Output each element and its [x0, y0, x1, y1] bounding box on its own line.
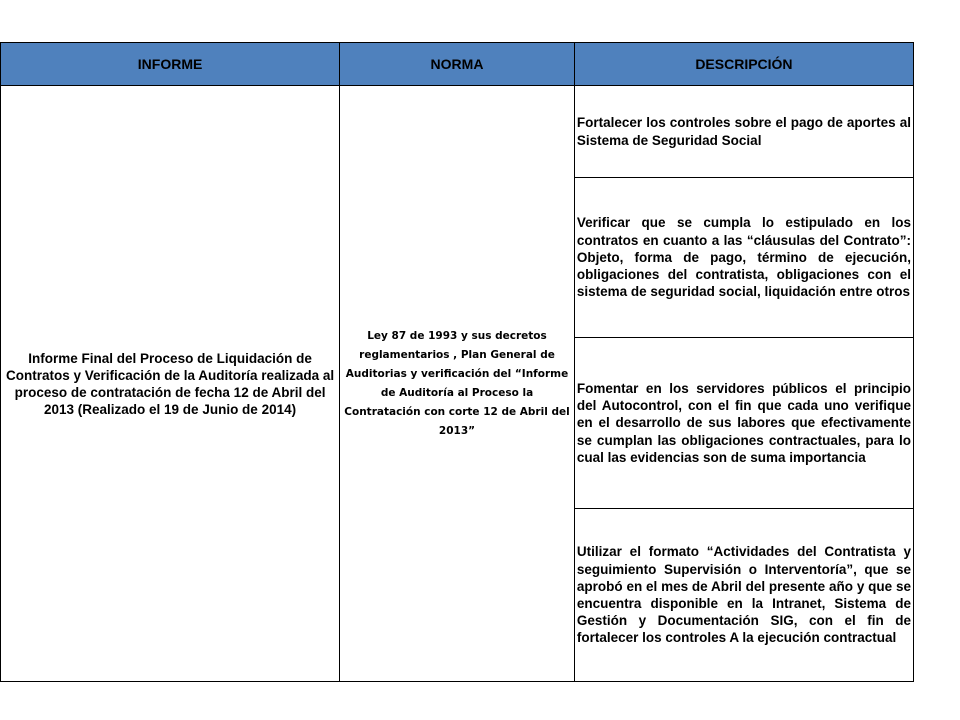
header-descripcion: DESCRIPCIÓN: [574, 43, 913, 86]
header-informe: INFORME: [1, 43, 340, 86]
header-norma: NORMA: [340, 43, 575, 86]
descripcion-cell: Fomentar en los servidores públicos el principio del Autocontrol, con el fin que cada uno verifique en el desarrollo de sus labores que efectivamente se cumplan las obligaciones contractuales, para lo cual las evidencias son de suma importancia: [574, 338, 913, 509]
table-header: [1, 43, 914, 86]
informe-cell: Informe Final del Proceso de Liquidación de Contratos y Verificación de la Auditoría realizada al proceso de contratación de fecha 12 de Abril del 2013 (Realizado el 19 de Junio de 2014): [1, 86, 340, 682]
norma-cell: Ley 87 de 1993 y sus decretos reglamentarios , Plan General de Auditorias y verificación del “Informe de Auditoría al Proceso la Contratación con corte 12 de Abril del 2013”: [340, 86, 575, 682]
descripcion-cell: Utilizar el formato “Actividades del Contratista y seguimiento Supervisión o Interventoría”, que se aprobó en el mes de Abril del presente año y que se encuentra disponible en la Intranet, Sistema de Gestión y Documentación SIG, con el fin de fortalecer los controles A la ejecución contractual: [574, 509, 913, 682]
table-row: [1, 86, 914, 178]
descripcion-cell: Fortalecer los controles sobre el pago de aportes al Sistema de Seguridad Social: [574, 86, 913, 178]
report-table: [0, 42, 914, 682]
header-row: [1, 43, 914, 86]
descripcion-cell: Verificar que se cumpla lo estipulado en los contratos en cuanto a las “cláusulas del Contrato”: Objeto, forma de pago, término de ejecución, obligaciones del contratista, obligaciones con el sistema de seguridad social, liquidación entre otros: [574, 178, 913, 338]
table-body: [1, 86, 914, 682]
